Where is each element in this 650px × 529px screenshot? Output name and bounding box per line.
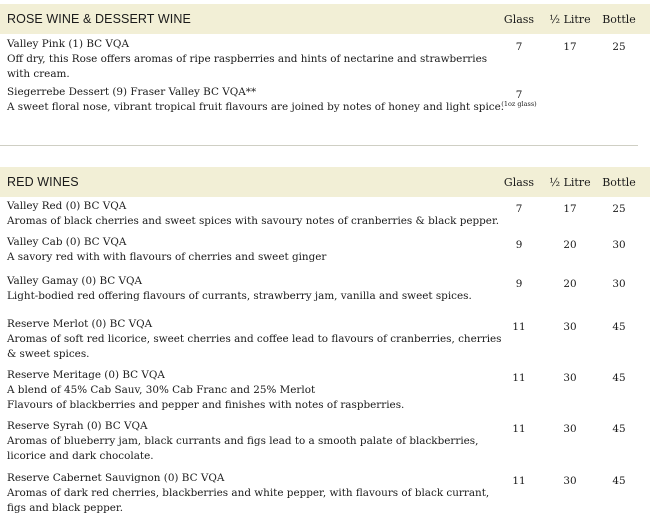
bottle-column-header: Bottle (602, 13, 636, 26)
wine-name: Siegerrebe Dessert (9) Fraser Valley BC VQA** (7, 86, 257, 98)
glass-price: 7 (515, 89, 523, 101)
wine-name: Reserve Cabernet Sauvignon (0) BC VQA (7, 472, 225, 484)
half-litre-price: 30 (563, 372, 577, 384)
bottle-price: 45 (612, 475, 626, 487)
rose-header (0, 4, 650, 34)
glass-price: 7 (515, 203, 523, 215)
wine-description: A savory red with with flavours of cherries and sweet ginger (7, 251, 327, 263)
bottle-price: 45 (612, 372, 626, 384)
red-section (0, 167, 650, 197)
half-litre-column-header: ½ Litre (549, 13, 591, 26)
half-litre-price: 30 (563, 423, 577, 435)
wine-description: Off dry, this Rose offers aromas of ripe raspberries and hints of nectarine and strawberries with cream. (7, 53, 488, 80)
section-divider (0, 145, 638, 146)
wine-description: Aromas of blueberry jam, black currants and figs lead to a smooth palate of blackberries, licorice and dark chocolate. (7, 435, 479, 462)
wine-name: Reserve Syrah (0) BC VQA (7, 420, 148, 432)
wine-description: Aromas of soft red licorice, sweet cherries and coffee lead to flavours of cranberries, cherries & sweet spices. (7, 333, 502, 360)
wine-name: Reserve Merlot (0) BC VQA (7, 318, 153, 330)
half-litre-price: 17 (563, 41, 577, 53)
wine-name: Valley Gamay (0) BC VQA (7, 275, 143, 287)
half-litre-price: 30 (563, 475, 577, 487)
glass-price: 11 (512, 423, 526, 435)
half-litre-price: 20 (563, 239, 577, 251)
wine-description: A blend of 45% Cab Sauv, 30% Cab Franc and 25% Merlot Flavours of blackberries and pepper and finishes with notes of raspberries. (7, 384, 405, 411)
glass-price: 11 (512, 321, 526, 333)
half-litre-price: 20 (563, 278, 577, 290)
bottle-price: 30 (612, 239, 626, 251)
glass-column-header: Glass (503, 176, 535, 189)
glass-price: 9 (515, 239, 523, 251)
glass-price: 9 (515, 278, 523, 290)
wine-name: Reserve Meritage (0) BC VQA (7, 369, 165, 381)
wine-description: Aromas of black cherries and sweet spices with savoury notes of cranberries & black pepper. (7, 215, 500, 227)
bottle-column-header: Bottle (602, 176, 636, 189)
bottle-price: 25 (612, 203, 626, 215)
wine-name: Valley Cab (0) BC VQA (7, 236, 127, 248)
wine-name: Valley Pink (1) BC VQA (7, 38, 129, 50)
bottle-price: 30 (612, 278, 626, 290)
half-litre-column-header: ½ Litre (549, 176, 591, 189)
red-title: RED WINES (7, 175, 79, 189)
wine-description: Light-bodied red offering flavours of currants, strawberry jam, vanilla and sweet spices. (7, 290, 472, 302)
red-header (0, 167, 650, 197)
wine-description: Aromas of dark red cherries, blackberries and white pepper, with flavours of black currant, figs and black pepper. (7, 487, 490, 514)
glass-price: 11 (512, 372, 526, 384)
glass-price: 7 (515, 41, 523, 53)
rose-section (0, 4, 650, 34)
half-litre-price: 30 (563, 321, 577, 333)
bottle-price: 45 (612, 321, 626, 333)
glass-size-note: (1oz glass) (501, 100, 537, 108)
half-litre-price: 17 (563, 203, 577, 215)
rose-title: ROSE WINE & DESSERT WINE (7, 12, 191, 26)
wine-name: Valley Red (0) BC VQA (7, 200, 127, 212)
wine-description: A sweet floral nose, vibrant tropical fruit flavours are joined by notes of honey and light spice. (7, 101, 505, 113)
glass-price: 11 (512, 475, 526, 487)
bottle-price: 25 (612, 41, 626, 53)
bottle-price: 45 (612, 423, 626, 435)
glass-column-header: Glass (503, 13, 535, 26)
